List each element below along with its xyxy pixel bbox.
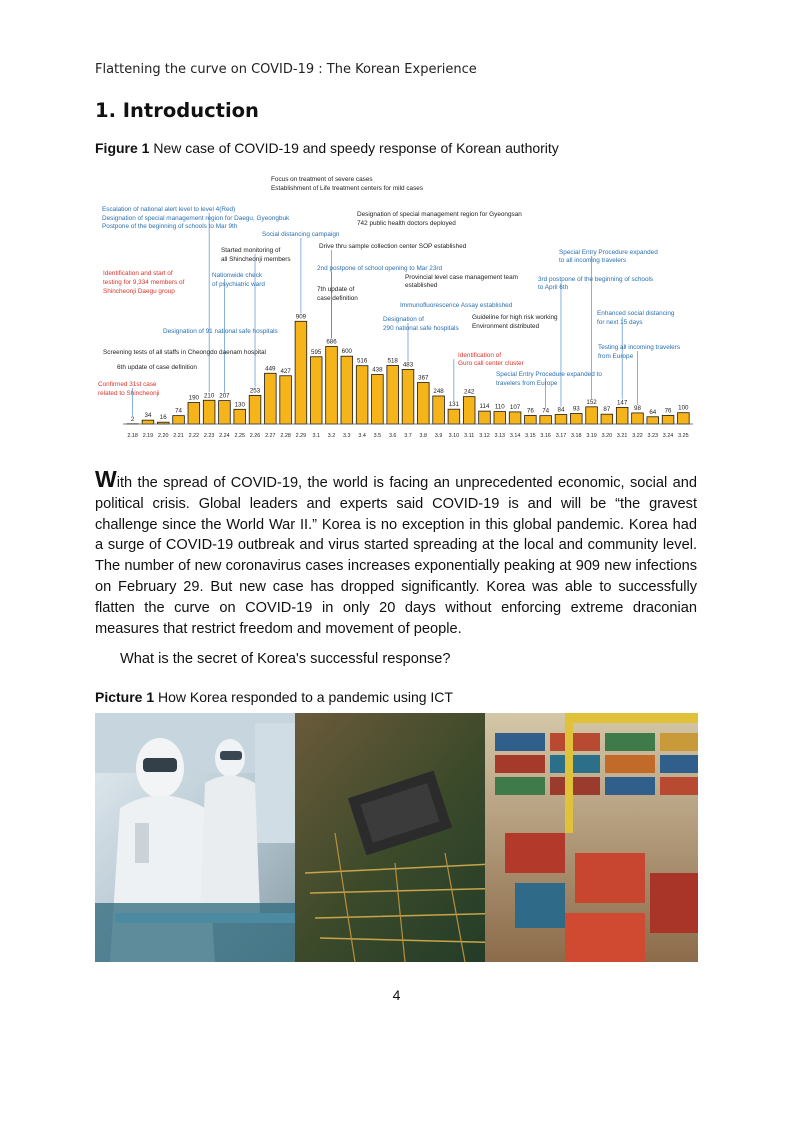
x-tick-label: 3.11	[464, 433, 475, 439]
value-label: 100	[678, 404, 689, 412]
annotation-label: Special Entry Procedure expanded	[559, 249, 658, 256]
annotation-label: Identification of	[458, 352, 501, 359]
x-tick-label: 3.23	[647, 433, 659, 439]
x-tick-label: 3.25	[678, 433, 689, 439]
intro-paragraph	[95, 466, 697, 639]
x-tick-label: 3.24	[662, 433, 674, 439]
value-label: 74	[542, 407, 550, 415]
bar-2.21	[173, 416, 185, 424]
annotation-label: to April 6th	[538, 284, 569, 291]
annotation-label: Designation of special management region for Daegu, Gyeongbuk	[102, 215, 290, 222]
annotation-label: Focus on treatment of severe cases	[271, 176, 373, 183]
x-tick-label: 3.6	[388, 433, 397, 439]
bar-2.23	[203, 400, 215, 424]
x-tick-label: 3.18	[571, 433, 582, 439]
annotation-label: Establishment of Life treatment centers for mild cases	[271, 185, 424, 192]
annotation-label: 3rd postpone of the beginning of schools	[538, 276, 654, 283]
bar-3.1	[310, 357, 322, 424]
annotation-label: related to Shincheonji	[98, 390, 160, 397]
annotation-label: Designation of 91 national safe hospitals	[163, 328, 278, 335]
value-label: 107	[509, 403, 521, 411]
value-label: 242	[464, 388, 475, 396]
annotation-label: Identification and start of	[103, 270, 173, 277]
bar-3.13	[494, 412, 506, 424]
bar-3.2	[326, 346, 338, 424]
value-label: 34	[144, 412, 152, 420]
value-label: 130	[234, 401, 245, 409]
annotation-label: Special Entry Procedure expanded to	[496, 371, 602, 378]
value-label: 84	[557, 406, 565, 414]
bar-3.14	[509, 412, 521, 424]
x-tick-label: 3.12	[479, 433, 490, 439]
x-tick-label: 3.1	[312, 433, 320, 439]
value-label: 87	[603, 406, 611, 414]
x-tick-label: 3.19	[586, 433, 597, 439]
bar-2.19	[142, 420, 154, 424]
value-label: 147	[616, 399, 628, 407]
value-label: 595	[311, 348, 322, 356]
bar-3.22	[632, 413, 644, 424]
ict-collage-photo	[95, 713, 698, 962]
figure-caption-text: New case of COVID-19 and speedy response of Korean authority	[149, 140, 559, 156]
x-tick-label: 3.3	[343, 433, 351, 439]
x-tick-label: 3.22	[632, 433, 643, 439]
annotation-label: 6th update of case definition	[117, 364, 197, 371]
x-tick-label: 2.25	[234, 433, 245, 439]
annotation-label: 290 national safe hospitals	[383, 325, 459, 332]
value-label: 686	[326, 338, 337, 346]
annotation-label: Nationwide check	[212, 272, 263, 279]
bar-3.20	[601, 414, 613, 424]
x-tick-label: 3.14	[509, 433, 521, 439]
x-tick-label: 2.28	[280, 433, 291, 439]
page-number: 4	[392, 987, 401, 1003]
bar-3.3	[341, 356, 353, 424]
bar-3.18	[570, 413, 582, 424]
annotation-label: 2nd postpone of school opening to Mar 23rd	[317, 265, 443, 272]
x-tick-label: 3.16	[540, 433, 551, 439]
value-label: 131	[448, 401, 460, 409]
bar-3.25	[678, 413, 690, 424]
x-tick-label: 3.15	[525, 433, 536, 439]
value-label: 253	[249, 387, 261, 395]
value-label: 152	[586, 398, 597, 406]
annotation-label: Screening tests of all staffs in Cheongdo daenam hospital	[103, 349, 266, 356]
figure-label: Figure 1	[95, 140, 150, 156]
annotation-label: for next 15 days	[597, 319, 643, 326]
value-label: 518	[387, 357, 398, 365]
value-label: 76	[526, 407, 534, 415]
value-label: 909	[295, 313, 307, 321]
annotation-label: Immunofluorescence Assay established	[400, 302, 513, 309]
value-label: 600	[341, 348, 352, 356]
question-line: What is the secret of Korea's successful response?	[120, 651, 451, 667]
x-tick-label: 2.20	[157, 433, 169, 439]
picture-label: Picture 1	[95, 689, 155, 705]
bar-3.21	[616, 407, 628, 424]
x-tick-label: 3.10	[448, 433, 460, 439]
bar-3.24	[662, 415, 674, 424]
bar-2.27	[265, 373, 277, 424]
x-tick-label: 2.19	[142, 433, 154, 439]
annotation-label: Social distancing campaign	[262, 231, 340, 238]
value-label: 210	[203, 392, 215, 400]
x-tick-label: 2.24	[219, 433, 230, 439]
x-tick-label: 3.17	[555, 433, 567, 439]
bar-3.8	[417, 383, 429, 424]
x-tick-label: 3.2	[327, 433, 336, 439]
annotation-label: Designation of	[383, 316, 424, 323]
annotation-label: Escalation of national alert level to level 4(Red)	[102, 206, 236, 213]
bar-3.4	[356, 366, 368, 424]
bar-3.9	[433, 396, 445, 424]
x-tick-label: 3.9	[434, 433, 443, 439]
annotation-label: Testing all incoming travelers	[598, 344, 681, 351]
value-label: 190	[188, 394, 200, 402]
annotation-label: Provincial level case management team	[405, 274, 518, 281]
bar-3.6	[387, 365, 399, 424]
bar-2.26	[249, 395, 261, 424]
x-tick-label: 2.23	[203, 433, 215, 439]
annotation-label: testing for 9,334 members of	[103, 279, 185, 286]
bar-3.23	[647, 417, 659, 424]
picture-caption	[95, 689, 453, 705]
x-tick-label: 3.8	[419, 433, 428, 439]
x-tick-label: 2.21	[173, 433, 184, 439]
bar-2.22	[188, 403, 200, 424]
value-label: 483	[402, 361, 414, 369]
annotation-label: Environment distributed	[472, 323, 540, 330]
bar-3.17	[555, 415, 567, 424]
figure-caption	[95, 140, 559, 156]
bar-3.7	[402, 369, 414, 424]
drop-cap: W	[95, 466, 117, 492]
value-label: 93	[572, 405, 580, 413]
x-tick-label: 3.21	[616, 433, 628, 439]
covid-cases-chart	[95, 170, 695, 445]
value-label: 110	[494, 403, 505, 411]
x-tick-label: 3.7	[404, 433, 412, 439]
value-label: 76	[664, 407, 672, 415]
bar-3.10	[448, 409, 460, 424]
annotation-label: Started monitoring of	[221, 247, 281, 254]
intro-paragraph-text: ith the spread of COVID-19, the world is facing an unprecedented economic, social and political crisis. Global leaders and experts said COVID-19 is and will be “the gravest challenge since the World War II.” Korea is no exception in this global pandemic. Korea had a surge of COVID-19 outbreak and virus started spreading at the local and community level. The number of new coronavirus cases increases exponentially peaking at 909 new infections on February 29. But new case has dropped significantly. Korea was able to successfully flatten the curve on COVID-19 in only 20 days without enforcing extreme draconian measures that restrict freedom and movement of people.	[95, 475, 697, 637]
bar-3.19	[586, 407, 598, 424]
bar-2.25	[234, 409, 246, 424]
annotation-label: travelers from Europe	[496, 380, 558, 387]
bar-3.5	[372, 375, 384, 424]
value-label: 98	[634, 404, 641, 412]
annotation-label: Guideline for high risk working	[472, 314, 558, 321]
bar-2.29	[295, 321, 307, 424]
value-label: 16	[159, 414, 167, 422]
bar-2.28	[280, 376, 292, 424]
value-label: 427	[280, 367, 291, 375]
annotation-label: Guro call center cluster	[458, 360, 524, 367]
annotation-label: all Shincheonji members	[221, 256, 291, 263]
bar-3.12	[479, 411, 491, 424]
value-label: 2	[130, 415, 135, 423]
annotation-label: 742 public health doctors deployed	[357, 220, 456, 227]
value-label: 248	[433, 387, 444, 395]
x-tick-label: 2.29	[295, 433, 307, 439]
value-label: 114	[479, 403, 490, 411]
running-header: Flattening the curve on COVID-19 : The Korean Experience	[95, 62, 477, 77]
annotation-label: case definition	[317, 295, 358, 302]
annotation-label: Confirmed 31st case	[98, 381, 157, 388]
section-heading: 1. Introduction	[95, 99, 259, 122]
annotation-label: of psychiatric ward	[212, 281, 265, 288]
x-tick-label: 3.20	[601, 433, 613, 439]
x-tick-label: 3.4	[358, 433, 366, 439]
bar-3.15	[525, 415, 537, 424]
annotation-label: Enhanced social distancing	[597, 310, 675, 317]
annotation-label: to all incoming travelers	[559, 257, 627, 264]
value-label: 449	[265, 365, 276, 373]
annotation-label: Postpone of the beginning of schools to Mar 9th	[102, 223, 238, 230]
value-label: 438	[372, 366, 383, 374]
annotation-label: 7th update of	[317, 286, 355, 293]
annotation-label: established	[405, 282, 438, 289]
x-tick-label: 3.13	[494, 433, 506, 439]
value-label: 367	[418, 374, 429, 382]
x-tick-label: 2.18	[127, 433, 138, 439]
value-label: 207	[219, 392, 230, 400]
annotation-label: Shincheonji Daegu group	[103, 288, 175, 295]
value-label: 74	[175, 407, 182, 415]
bar-2.24	[219, 401, 231, 424]
annotation-label: from Europe	[598, 353, 634, 360]
value-label: 64	[649, 408, 657, 416]
x-tick-label: 2.22	[188, 433, 200, 439]
x-tick-label: 2.26	[249, 433, 261, 439]
x-tick-label: 3.5	[373, 433, 382, 439]
bar-3.16	[540, 416, 552, 424]
annotation-label: Designation of special management region for Gyeongsan	[357, 211, 522, 218]
value-label: 516	[356, 357, 368, 365]
x-tick-label: 2.27	[265, 433, 276, 439]
picture-caption-text: How Korea responded to a pandemic using ICT	[154, 689, 453, 705]
bar-3.11	[463, 397, 475, 424]
annotation-label: Drive thru sample collection center SOP established	[319, 243, 467, 250]
